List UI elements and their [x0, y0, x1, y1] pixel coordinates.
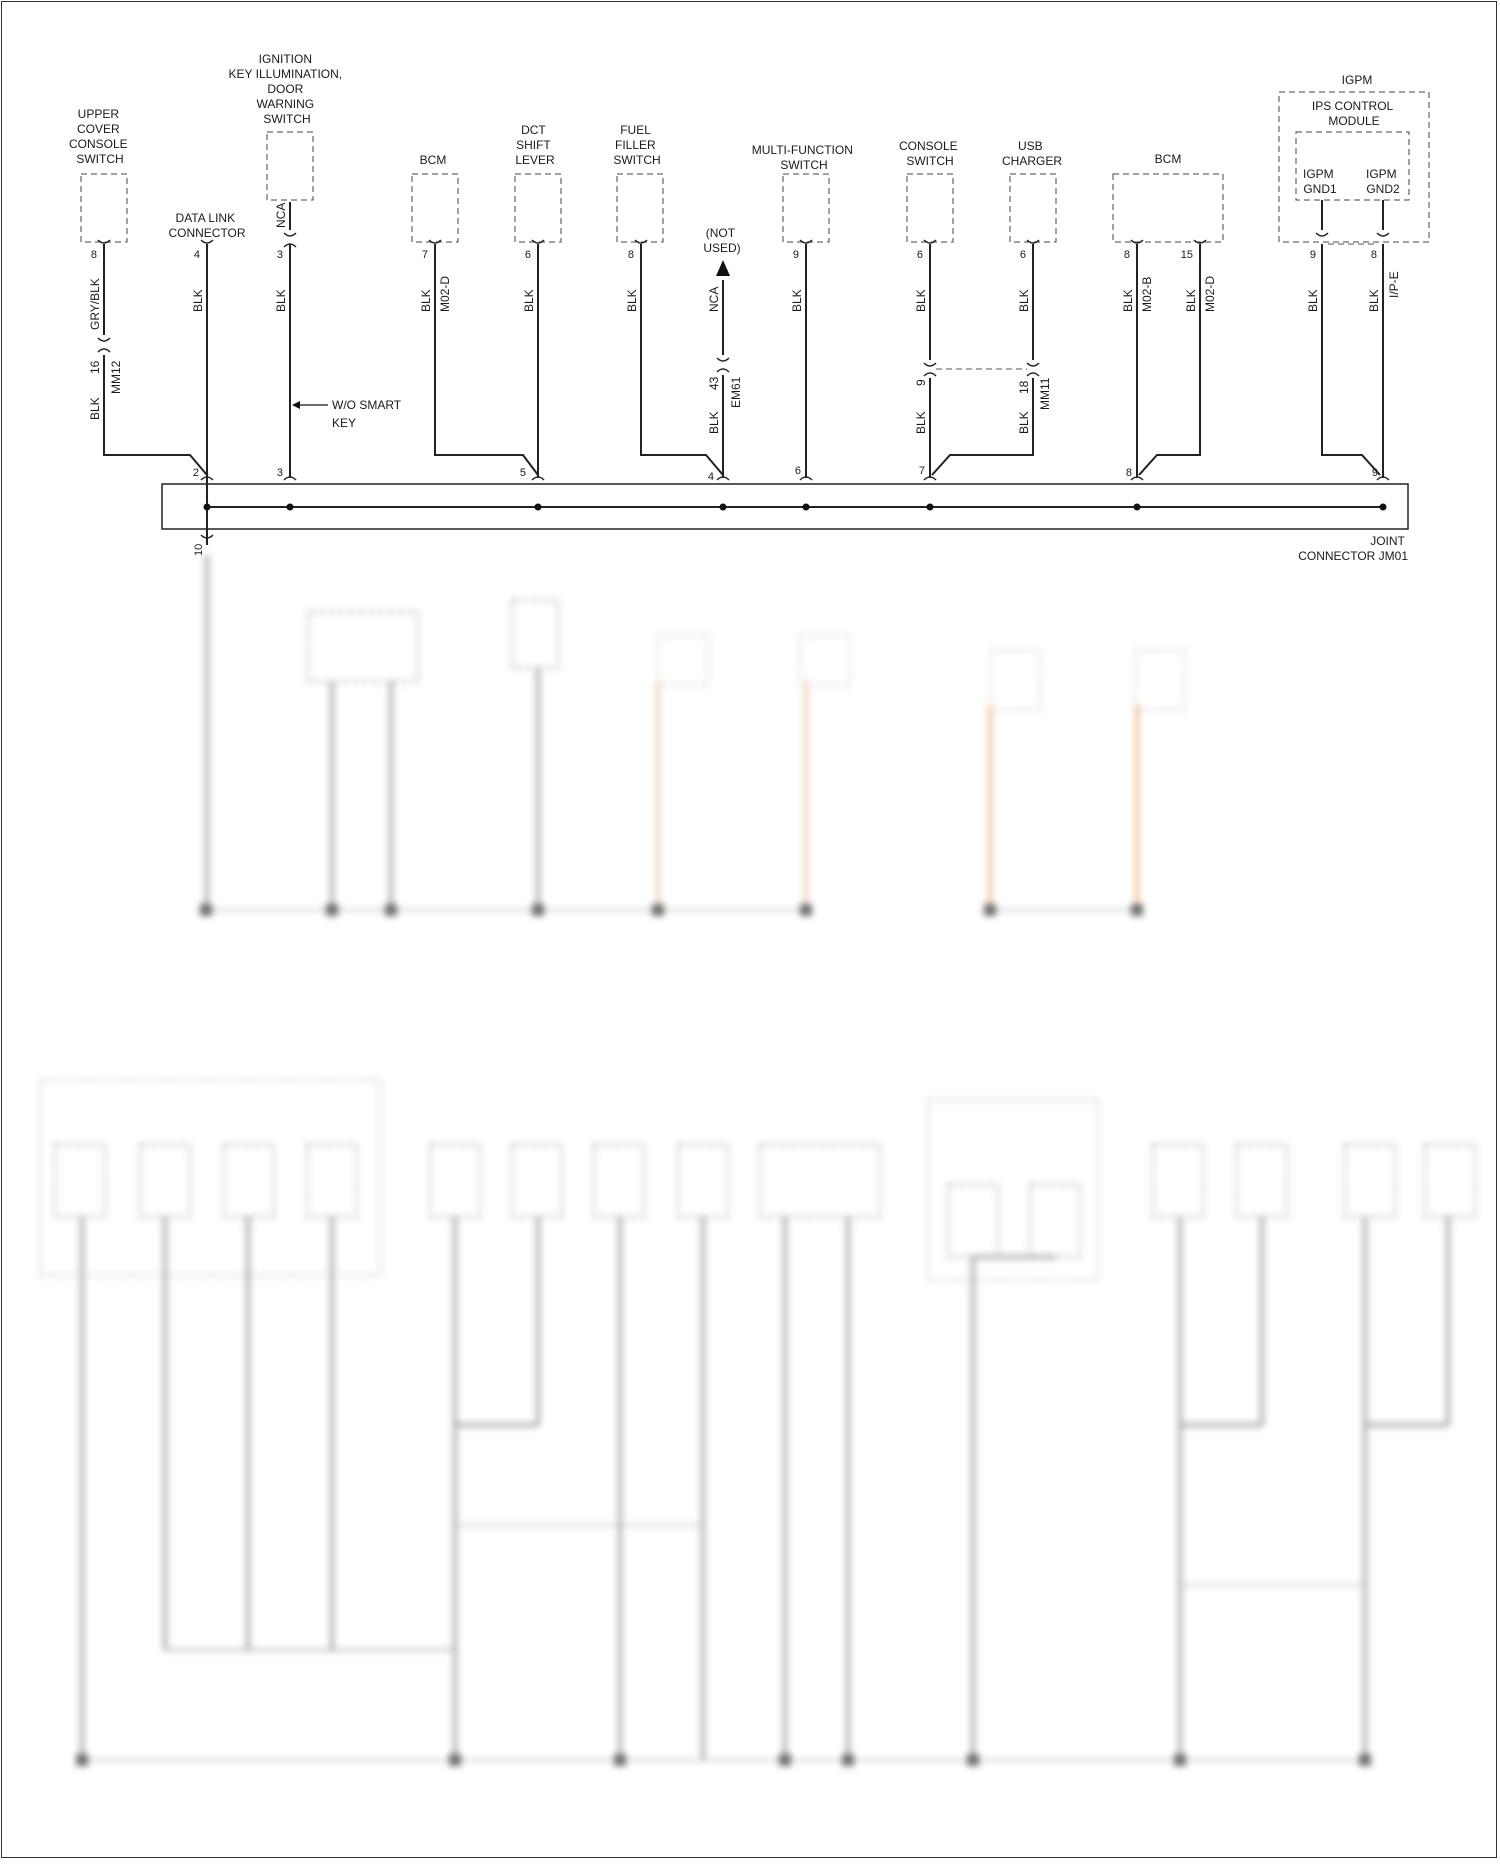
splice-point [287, 504, 294, 511]
wire-igpm-a [1322, 200, 1380, 475]
connector-mark [717, 358, 729, 372]
splice-point [803, 504, 810, 511]
joint-pin-number: 5 [519, 467, 526, 479]
label-igpm: IGPM [1341, 73, 1373, 87]
wire-color-label: BLK [1017, 289, 1031, 312]
upper-cover-console-switch-box [81, 174, 127, 242]
wire-color-label: BLK [707, 411, 721, 434]
label-ignition-switch: IGNITION KEY ILLUMINATION, DOOR WARNING SWITCH [228, 52, 343, 126]
wire-color-label: GRY/BLK [88, 278, 102, 330]
label-igpm-gnd2: IGPM GND2 [1365, 167, 1400, 196]
usb-charger-box [1010, 174, 1056, 242]
bcm-2-box [1113, 174, 1223, 242]
pin-label: 6 [916, 249, 923, 261]
multi-function-switch-box [783, 174, 829, 242]
label-ips-control-module: IPS CONTROL MODULE [1311, 99, 1393, 128]
label-dct-shift-lever: DCT SHIFT LEVER [515, 123, 555, 167]
joint-pin-number: 8 [1125, 467, 1132, 479]
pin-label: 9 [1309, 249, 1316, 261]
connector-label: EM61 [729, 376, 743, 408]
ignition-switch-box [267, 132, 313, 200]
label-fuel-filler-switch: FUEL FILLER SWITCH [613, 123, 661, 167]
joint-pin-number: 3 [276, 467, 283, 479]
pin-label: 18 [1017, 380, 1031, 394]
circuit-label: I/P-E [1387, 271, 1401, 298]
label-upper-cover-console-switch: UPPER COVER CONSOLE SWITCH [68, 107, 128, 166]
joint-pin-number: 9 [1371, 467, 1378, 479]
connector-label: MM11 [1038, 377, 1052, 410]
label-console-switch: CONSOLE SWITCH [898, 139, 958, 168]
wire-color-label: BLK [1017, 411, 1031, 434]
wire-usb [932, 244, 1033, 475]
pin-label: 3 [276, 249, 283, 261]
splice-point [1134, 504, 1141, 511]
wo-smart-key-arrow-icon [292, 401, 300, 409]
pin-label: 9 [914, 379, 928, 386]
pin-label: 7 [421, 249, 428, 261]
joint-pin-number: 6 [794, 465, 801, 477]
wire-color-label: BLK [790, 289, 804, 312]
pin-label: 9 [792, 249, 799, 261]
splice-point [720, 504, 727, 511]
pin-label: 4 [193, 249, 200, 261]
label-bcm-1: BCM [419, 153, 447, 167]
wire-color-label: BLK [625, 289, 639, 312]
joint-pin-number: 10 [193, 543, 205, 556]
label-usb-charger: USB CHARGER [1001, 139, 1063, 168]
wire-color-label: BLK [1367, 289, 1381, 312]
wire-fuel [641, 244, 723, 475]
joint-pin-number: 7 [918, 465, 925, 477]
joint-pin-number: 2 [192, 467, 199, 479]
wire-color-label: BLK [88, 397, 102, 420]
circuit-label: M02-D [438, 275, 452, 312]
pin-label: 15 [1180, 249, 1193, 261]
wire-color-label: BLK [522, 289, 536, 312]
connector-label: MM12 [109, 360, 123, 394]
splice-point [1380, 504, 1387, 511]
wire-color-label: BLK [191, 289, 205, 312]
splice-point [204, 504, 211, 511]
pin-label: 16 [88, 360, 102, 374]
fuel-filler-switch-box [617, 174, 663, 242]
connector-mark [98, 338, 110, 352]
pin-label: 8 [90, 249, 97, 261]
connector-mark [924, 363, 936, 376]
pin-label: 8 [627, 249, 634, 261]
wire-upper-cover [104, 244, 207, 475]
connector-mark [1316, 233, 1389, 236]
pin-label: 8 [1123, 249, 1130, 261]
wire-color-label: BLK [1184, 289, 1198, 312]
wire-color-label: NCA [707, 286, 721, 312]
pin-label: 8 [1370, 249, 1377, 261]
label-igpm-gnd1: IGPM GND1 [1302, 167, 1337, 196]
joint-pin-number: 4 [707, 471, 714, 483]
joint-connector-label: JOINT CONNECTOR JM01 [1298, 534, 1408, 563]
wire-color-label: BLK [419, 289, 433, 312]
circuit-label: M02-B [1140, 276, 1154, 312]
wire-color-label: NCA [274, 202, 288, 228]
pin-label: 6 [524, 249, 531, 261]
label-data-link-connector: DATA LINK CONNECTOR [168, 211, 246, 240]
wire-color-label: BLK [914, 289, 928, 312]
dct-shift-lever-box [515, 174, 561, 242]
pin-label: 43 [707, 376, 721, 390]
label-not-used: (NOT USED) [703, 226, 741, 255]
circuit-label: M02-D [1203, 275, 1217, 312]
splice-point [927, 504, 934, 511]
wire-color-label: BLK [914, 411, 928, 434]
wo-smart-key-label: W/O SMART KEY [332, 398, 401, 430]
bcm-1-box [412, 174, 458, 242]
wire-color-label: BLK [1121, 289, 1135, 312]
console-switch-box [907, 174, 953, 242]
wire-color-label: BLK [1306, 289, 1320, 312]
connector-mark [1027, 363, 1039, 376]
pin-label: 6 [1019, 249, 1026, 261]
label-bcm-2: BCM [1154, 152, 1182, 166]
label-multi-function-switch: MULTI-FUNCTION SWITCH [751, 143, 853, 172]
wire-color-label: BLK [274, 289, 288, 312]
splice-point [535, 504, 542, 511]
not-used-arrow-icon [716, 260, 730, 276]
